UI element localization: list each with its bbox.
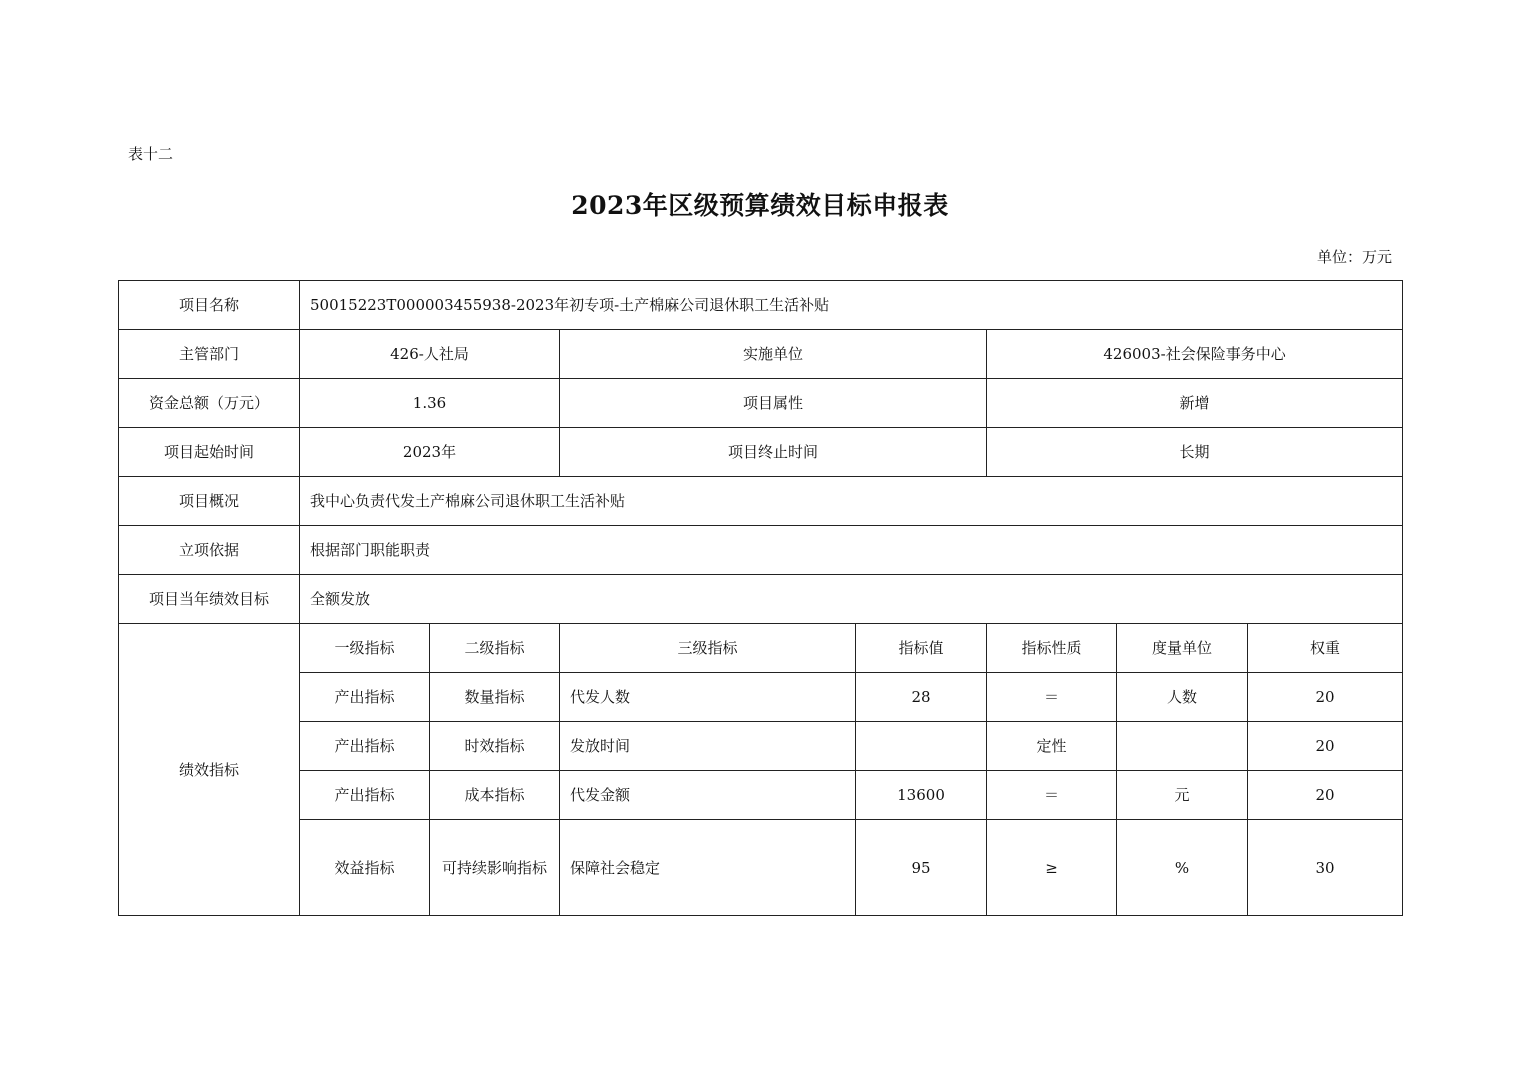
unit-label: 单位：万元 bbox=[1316, 248, 1392, 266]
start-time-value: 2023年 bbox=[300, 428, 560, 477]
total-funds-value: 1.36 bbox=[300, 379, 560, 428]
weight-cell: 30 bbox=[1248, 820, 1403, 916]
row-goal bbox=[119, 575, 1403, 624]
row-funds bbox=[119, 379, 1403, 428]
level1-cell: 产出指标 bbox=[300, 722, 430, 771]
overview-value: 我中心负责代发土产棉麻公司退休职工生活补贴 bbox=[300, 477, 1403, 526]
goal-value: 全额发放 bbox=[300, 575, 1403, 624]
value-cell: 13600 bbox=[856, 771, 987, 820]
level1-cell: 产出指标 bbox=[300, 771, 430, 820]
weight-cell: 20 bbox=[1248, 771, 1403, 820]
table-number-label: 表十二 bbox=[128, 145, 174, 163]
header-nature: 指标性质 bbox=[987, 624, 1117, 673]
weight-cell: 20 bbox=[1248, 722, 1403, 771]
implementer-value: 426003-社会保险事务中心 bbox=[987, 330, 1403, 379]
level2-cell: 时效指标 bbox=[430, 722, 560, 771]
row-project-name bbox=[119, 281, 1403, 330]
level3-cell: 发放时间 bbox=[560, 722, 856, 771]
indicators-section-label: 绩效指标 bbox=[119, 624, 300, 916]
level2-cell: 可持续影响指标 bbox=[430, 820, 560, 916]
nature-cell: 定性 bbox=[987, 722, 1117, 771]
unit-cell bbox=[1117, 722, 1248, 771]
table-row bbox=[119, 820, 1403, 916]
budget-performance-table bbox=[118, 280, 1403, 916]
value-cell bbox=[856, 722, 987, 771]
unit-cell: 元 bbox=[1117, 771, 1248, 820]
level1-cell: 产出指标 bbox=[300, 673, 430, 722]
header-weight: 权重 bbox=[1248, 624, 1403, 673]
row-department bbox=[119, 330, 1403, 379]
end-time-value: 长期 bbox=[987, 428, 1403, 477]
start-time-label: 项目起始时间 bbox=[119, 428, 300, 477]
level1-cell: 效益指标 bbox=[300, 820, 430, 916]
header-level1: 一级指标 bbox=[300, 624, 430, 673]
row-basis bbox=[119, 526, 1403, 575]
implementer-label: 实施单位 bbox=[560, 330, 987, 379]
end-time-label: 项目终止时间 bbox=[560, 428, 987, 477]
basis-label: 立项依据 bbox=[119, 526, 300, 575]
page-title: 2023年区级预算绩效目标申报表 bbox=[571, 191, 949, 220]
indicator-header-row bbox=[119, 624, 1403, 673]
unit-cell: 人数 bbox=[1117, 673, 1248, 722]
attribute-label: 项目属性 bbox=[560, 379, 987, 428]
attribute-value: 新增 bbox=[987, 379, 1403, 428]
header-unit: 度量单位 bbox=[1117, 624, 1248, 673]
department-label: 主管部门 bbox=[119, 330, 300, 379]
project-name-value: 50015223T000003455938-2023年初专项-土产棉麻公司退休职工生活补贴 bbox=[300, 281, 1403, 330]
weight-cell: 20 bbox=[1248, 673, 1403, 722]
header-level3: 三级指标 bbox=[560, 624, 856, 673]
level2-cell: 数量指标 bbox=[430, 673, 560, 722]
header-level2: 二级指标 bbox=[430, 624, 560, 673]
total-funds-label: 资金总额（万元） bbox=[119, 379, 300, 428]
project-name-label: 项目名称 bbox=[119, 281, 300, 330]
row-overview bbox=[119, 477, 1403, 526]
value-cell: 95 bbox=[856, 820, 987, 916]
table-row bbox=[119, 722, 1403, 771]
table-row bbox=[119, 771, 1403, 820]
department-value: 426-人社局 bbox=[300, 330, 560, 379]
level3-cell: 保障社会稳定 bbox=[560, 820, 856, 916]
unit-cell: % bbox=[1117, 820, 1248, 916]
basis-value: 根据部门职能职责 bbox=[300, 526, 1403, 575]
nature-cell: ＝ bbox=[987, 771, 1117, 820]
level3-cell: 代发人数 bbox=[560, 673, 856, 722]
nature-cell: ≥ bbox=[987, 820, 1117, 916]
row-time bbox=[119, 428, 1403, 477]
header-value: 指标值 bbox=[856, 624, 987, 673]
nature-cell: ＝ bbox=[987, 673, 1117, 722]
table-row bbox=[119, 673, 1403, 722]
value-cell: 28 bbox=[856, 673, 987, 722]
level2-cell: 成本指标 bbox=[430, 771, 560, 820]
level3-cell: 代发金额 bbox=[560, 771, 856, 820]
overview-label: 项目概况 bbox=[119, 477, 300, 526]
goal-label: 项目当年绩效目标 bbox=[119, 575, 300, 624]
